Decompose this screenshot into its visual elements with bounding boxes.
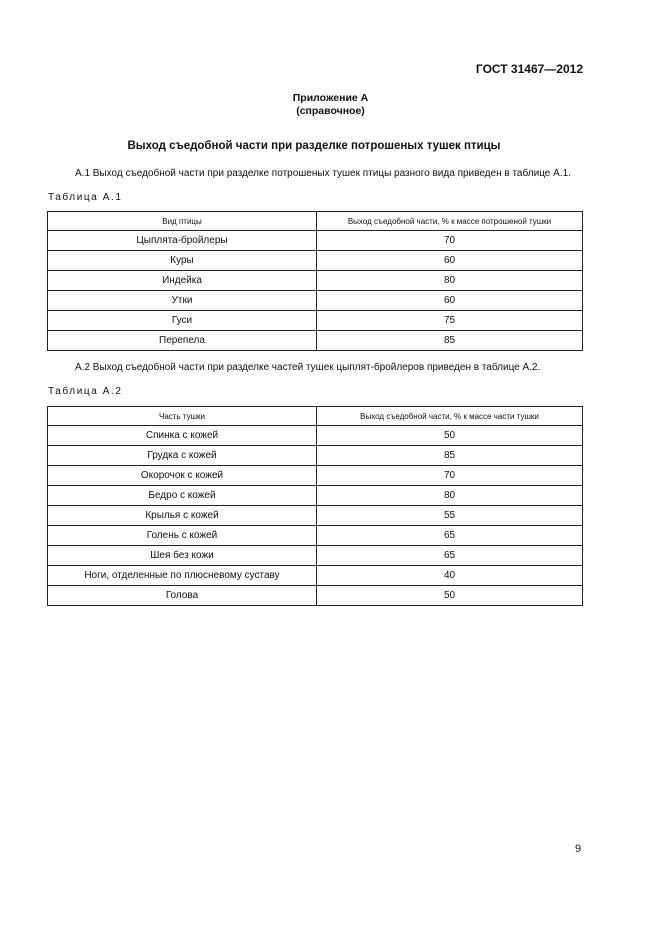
table-cell: 70 [317, 466, 583, 486]
table-cell: 75 [317, 311, 583, 331]
table-cell: 50 [317, 586, 583, 606]
table-cell: 65 [317, 546, 583, 566]
table-row [48, 311, 583, 331]
table-cell: Крылья с кожей [48, 506, 317, 526]
table-cell: Грудка с кожей [48, 446, 317, 466]
table-cell: Ноги, отделенные по плюсневому суставу [48, 566, 317, 586]
standard-number: ГОСТ 31467—2012 [475, 62, 583, 76]
annex-block [0, 92, 661, 118]
table-header-row [48, 407, 583, 426]
table-cell: Утки [48, 291, 317, 311]
table-cell: 55 [317, 506, 583, 526]
table-row [48, 506, 583, 526]
table-cell: 80 [317, 486, 583, 506]
table-cell: Перепела [48, 331, 317, 351]
table-row [48, 331, 583, 351]
table-header-row [48, 212, 583, 231]
table-cell: Спинка с кожей [48, 426, 317, 446]
table-cell: 70 [317, 231, 583, 251]
table-cell: Индейка [48, 271, 317, 291]
table-row [48, 466, 583, 486]
table-cell: 50 [317, 426, 583, 446]
column-header: Выход съедобной части, % к массе потрошеной тушки [317, 212, 583, 231]
table2-caption: Таблица А.2 [48, 386, 123, 397]
table-row [48, 566, 583, 586]
table-cell: 60 [317, 251, 583, 271]
table-cell: Гуси [48, 311, 317, 331]
table-cell: 80 [317, 271, 583, 291]
table-cell: 40 [317, 566, 583, 586]
table-cell: Голень с кожей [48, 526, 317, 546]
column-header: Выход съедобной части, % к массе части тушки [317, 407, 583, 426]
table-cell: Бедро с кожей [48, 486, 317, 506]
table-cell: 85 [317, 446, 583, 466]
table-row [48, 291, 583, 311]
table-cell: Окорочок с кожей [48, 466, 317, 486]
table-row [48, 586, 583, 606]
paragraph-a1: А.1 Выход съедобной части при разделке потрошеных тушек птицы разного вида приведен в таблице А.1. [75, 168, 571, 179]
table-cell: 85 [317, 331, 583, 351]
section-heading: Выход съедобной части при разделке потрошеных тушек птицы [127, 140, 501, 152]
table-row [48, 271, 583, 291]
table-cell: Куры [48, 251, 317, 271]
table-row [48, 446, 583, 466]
page-number: 9 [575, 843, 582, 855]
table-row [48, 251, 583, 271]
column-header: Вид птицы [48, 212, 317, 231]
annex-title: Приложение А [292, 92, 369, 104]
table-row [48, 486, 583, 506]
table-a1 [47, 211, 583, 351]
table-row [48, 231, 583, 251]
table-row [48, 526, 583, 546]
table1-caption: Таблица А.1 [48, 192, 123, 203]
annex-subtitle: (справочное) [296, 105, 365, 117]
table-row [48, 546, 583, 566]
table-cell: Шея без кожи [48, 546, 317, 566]
table-a2 [47, 406, 583, 606]
table-cell: Цыплята-бройлеры [48, 231, 317, 251]
table-cell: 65 [317, 526, 583, 546]
table-cell: 60 [317, 291, 583, 311]
paragraph-a2: А.2 Выход съедобной части при разделке частей тушек цыплят-бройлеров приведен в таблице А.2. [75, 362, 541, 373]
table-cell: Голова [48, 586, 317, 606]
table-row [48, 426, 583, 446]
column-header: Часть тушки [48, 407, 317, 426]
